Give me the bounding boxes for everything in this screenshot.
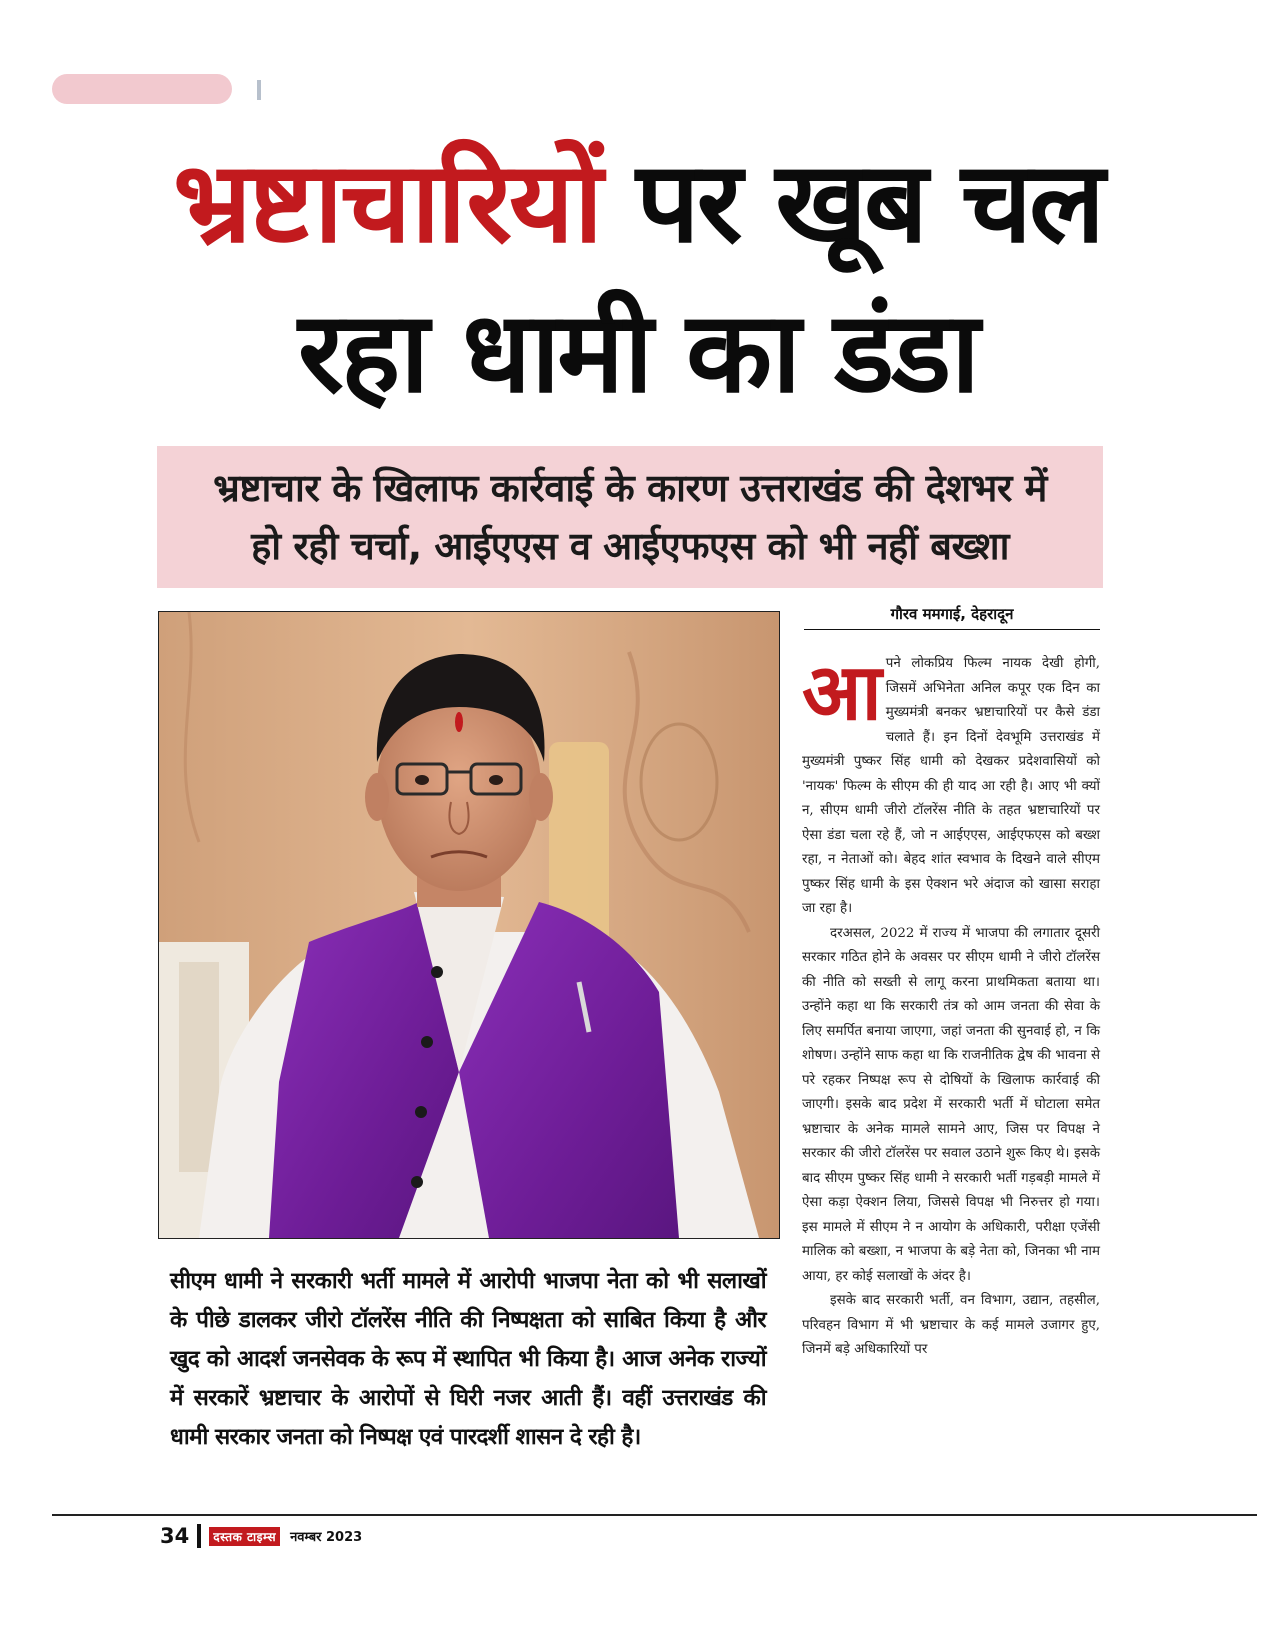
byline: गौरव ममगाई, देहरादून [804, 604, 1100, 630]
drop-cap: आ [802, 648, 878, 738]
article-body [802, 648, 1100, 1363]
portrait-illustration [159, 612, 779, 1238]
photo-caption: सीएम धामी ने सरकारी भर्ती मामले में आरोपी भाजपा नेता को भी सलाखों के पीछे डालकर जीरो टॉलरेंस नीति की निष्पक्षता को साबित किया है और खुद को आदर्श जनसेवक के रूप में स्थापित भी किया है। आज अनेक राज्यों में सरकारें भ्रष्टाचार के आरोपों से घिरी नजर आती हैं। वहीं उत्तराखंड की धामी सरकार जनता को निष्पक्ष एवं पारदर्शी शासन दे रही है। [170, 1268, 766, 1450]
headline-red-word: भ्रष्टाचारियों [172, 138, 601, 268]
page-number: 34 [160, 1524, 190, 1548]
section-tag-divider [257, 80, 261, 100]
article-paragraph-2: दरअसल, 2022 में राज्य में भाजपा की लगातार दूसरी सरकार गठित होने के अवसर पर सीएम धामी ने जीरो टॉलरेंस की नीति को सख्ती से लागू करना प्राथमिकता बताया था। उन्होंने कहा था कि सरकारी तंत्र को आम जनता की सेवा के लिए समर्पित बनाया जाएगा, जहां जनता की सुनवाई हो, न कि शोषण। उन्होंने साफ कहा था कि राजनीतिक द्वेष की भावना से परे रहकर निष्पक्ष रूप से दोषियों के खिलाफ कार्रवाई की जाएगी। इसके बाद प्रदेश में सरकारी भर्ती में घोटाला समेत भ्रष्टाचार के अनेक मामले सामने आए, जिस पर विपक्ष ने सरकार की जीरो टॉलरेंस पर सवाल उठाने शुरू किए थे। इसके बाद सीएम पुष्कर सिंह धामी ने सरकारी भर्ती गड़बड़ी मामले में ऐसा कड़ा ऐक्शन लिया, जिससे विपक्ष भी निरुत्तर हो गया। इस मामले में सीएम ने न आयोग के अधिकारी, परीक्षा एजेंसी मालिक को बख्शा, न भाजपा के बड़े नेता को, जिनका भी नाम आया, हर कोई सलाखों के अंदर है। [802, 925, 1100, 1284]
headline [0, 128, 1275, 428]
article-paragraph-1-text: पने लोकप्रिय फिल्म नायक देखी होगी, जिसमें अभिनेता अनिल कपूर एक दिन का मुख्यमंत्री बनकर भ्रष्टाचारियों पर कैसे डंडा चलाते हैं। इन दिनों देवभूमि उत्तराखंड में मुख्यमंत्री पुष्कर सिंह धामी को देखकर प्रदेशवासियों को 'नायक' फिल्म के सीएम की ही याद आ रही है। आए भी क्यों न, सीएम धामी जीरो टॉलरेंस नीति के तहत भ्रष्टाचारियों पर ऐसा डंडा चला रहे हैं, जो न आईएएस, आईएफएस को बख्श रहा, न नेताओं को। बेहद शांत स्वभाव के दिखने वाले सीएम पुष्कर सिंह धामी के इस ऐक्शन भरे अंदाज को खासा सराहा जा रहा है। [802, 656, 1100, 916]
subheadline-line-1: भ्रष्टाचार के खिलाफ कार्रवाई के कारण उत्तराखंड की देशभर में [213, 466, 1047, 510]
article-paragraph-3: इसके बाद सरकारी भर्ती, वन विभाग, उद्यान, तहसील, परिवहन विभाग में भी भ्रष्टाचार के कई मामले उजागर हुए, जिनमें बड़े अधिकारियों पर [802, 1293, 1100, 1357]
footer-rule [52, 1514, 1257, 1516]
issue-date: नवम्बर 2023 [290, 1530, 363, 1545]
subheadline-line-2: हो रही चर्चा, आईएएस व आईएफएस को भी नहीं बख्शा [251, 524, 1009, 568]
publication-logo: दस्तक टाइम्स [209, 1527, 280, 1546]
headline-line-1 [0, 128, 1275, 278]
subheadline-box [157, 446, 1103, 588]
section-tag-pill [52, 74, 232, 104]
footer-divider [197, 1524, 201, 1548]
chief-minister-photo [158, 611, 780, 1239]
headline-black-words: पर खूब चल [600, 138, 1103, 268]
article-paragraph-1 [802, 648, 1100, 922]
page-footer [160, 1522, 362, 1550]
headline-line-2: रहा धामी का डंडा [297, 288, 977, 418]
